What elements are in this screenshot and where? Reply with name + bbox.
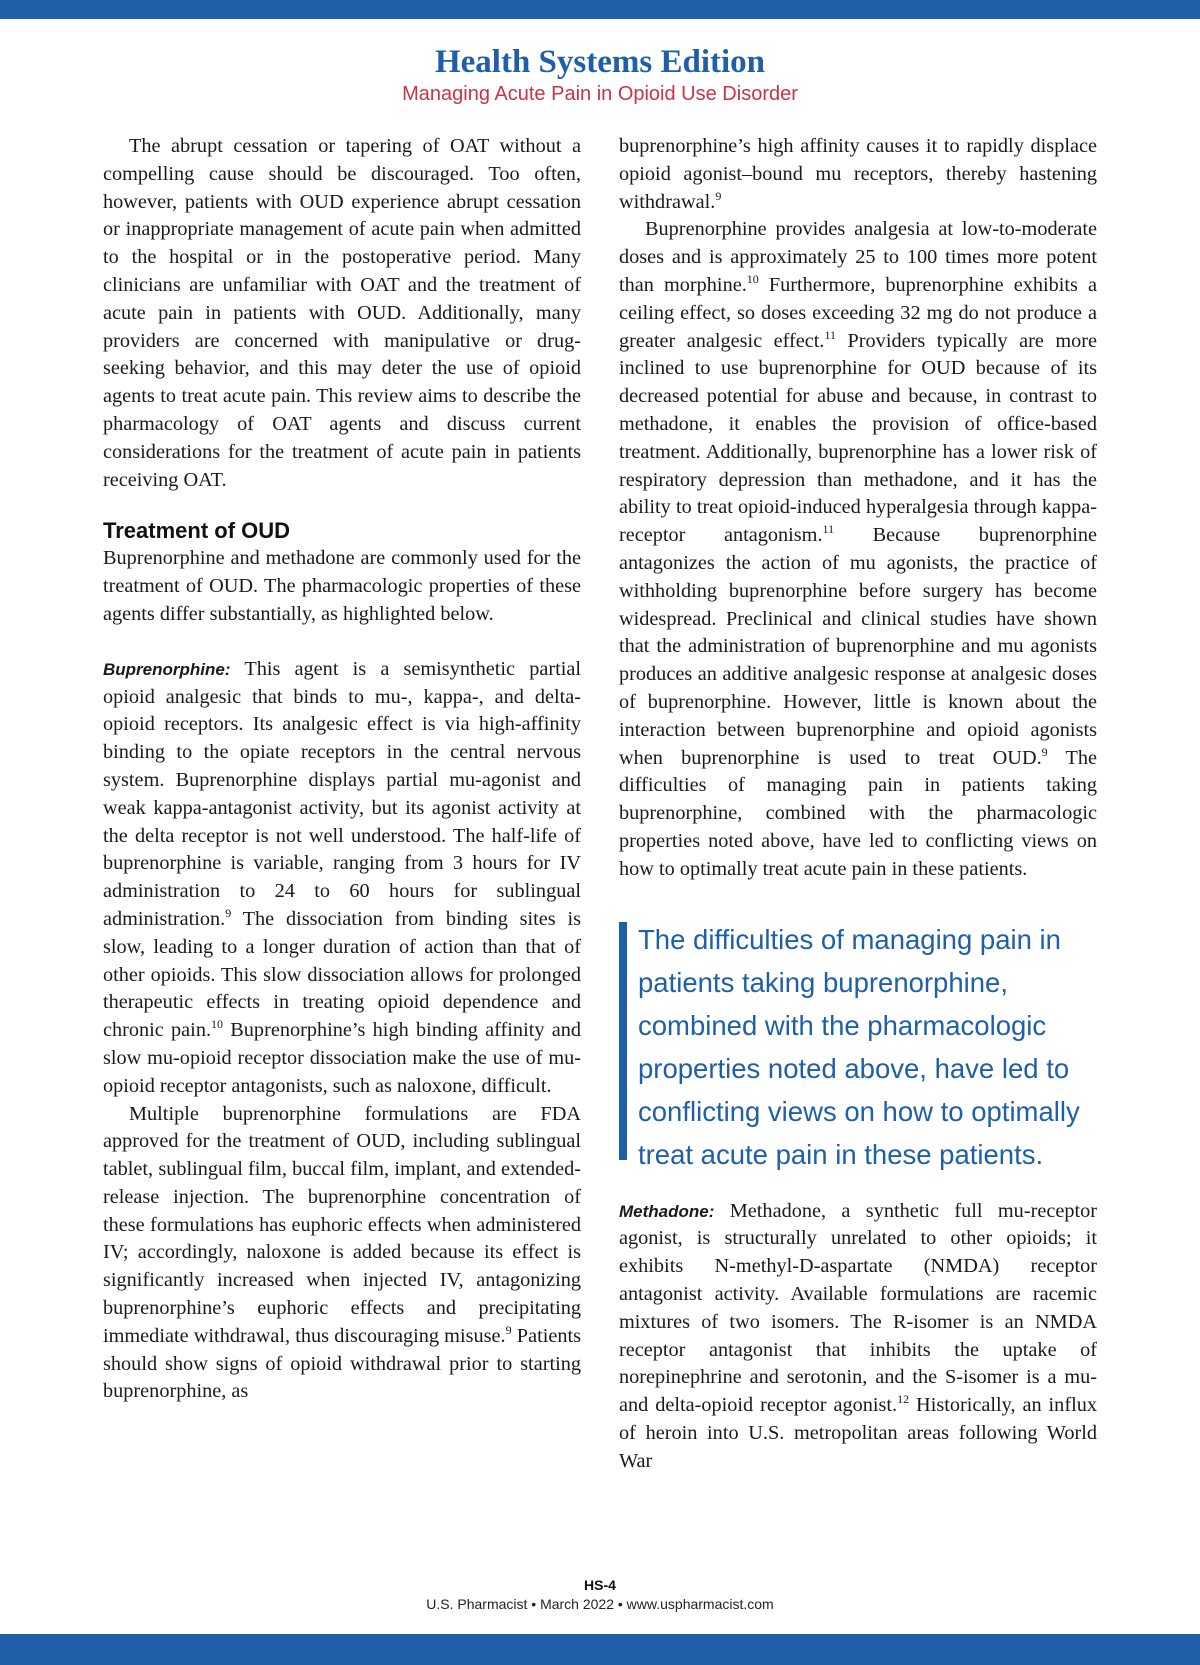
intro-paragraph: The abrupt cessation or tapering of OAT without a compelling cause should be discouraged. Too often, however, patients with OUD experience abrupt cessation or inappropriate management of acute pain when admitted to the hospital or in the postoperative period. Many clinicians are unfamiliar with OAT and the treatment of acute pain in patients with OUD. Additionally, many providers are concerned with manipulative or drug-seeking behavior, and this may deter the use of opioid agents to treat acute pain. This review aims to describe the pharmacology of OAT agents and discuss current considerations for the treatment of acute pain in patients receiving OAT. (103, 135, 581, 491)
potency-paragraph (619, 216, 1097, 883)
buprenorphine-text-a: This agent is a semisynthetic partial opioid analgesic that binds to mu-, kappa-, and delta-opioid receptors. Its analgesic effect is via high-affinity binding to the opiate receptors in the central nervous system. Buprenorphine displays partial mu-agonist and weak kappa-antagonist activity, but its agonist activity at the delta receptor is not well understood. The half-life of buprenorphine is variable, ranging from 3 hours for IV administration to 24 to 60 hours for sublingual administration. (103, 657, 581, 930)
reference-superscript: 11 (822, 522, 835, 537)
pull-quote (619, 918, 1097, 1176)
methadone-label: Methadone: (619, 1201, 715, 1221)
methadone-paragraph (619, 1198, 1097, 1476)
publication-line: U.S. Pharmacist • March 2022 • www.uspharmacist.com (426, 1596, 774, 1612)
page-number: HS-4 (584, 1577, 616, 1593)
right-column (619, 133, 1097, 1475)
reference-superscript: 9 (715, 188, 722, 203)
reference-superscript: 10 (211, 1017, 224, 1032)
potency-text-e: The difficulties of managing pain in patients taking buprenorphine, combined with the pharmacologic properties noted above, have led to conflicting views on how to optimally treat acute pain in these patients. (619, 746, 1097, 880)
section-paragraph: Buprenorphine and methadone are commonly used for the treatment of OUD. The pharmacologic properties of these agents differ substantially, as highlighted below. (103, 547, 581, 625)
formulations-paragraph (103, 1101, 581, 1407)
potency-text-d: Because buprenorphine antagonizes the action of mu agonists, the practice of withholding buprenorphine before surgery has become widespread. Preclinical and clinical studies have shown that the administration of buprenorphine and mu agonists produces an additive analgesic response at analgesic doses of buprenorphine. However, little is known about the interaction between buprenorphine and opioid agonists when buprenorphine is used to treat OUD. (619, 524, 1098, 769)
potency-text-a: Buprenorphine provides analgesia at low-to-moderate doses and is approximately 25 to 100 times more potent than morphine. (619, 218, 1097, 296)
reference-superscript: 12 (897, 1392, 910, 1407)
edition-title: Health Systems Edition (434, 44, 766, 80)
continuation-text: buprenorphine’s high affinity causes it to rapidly displace opioid agonist–bound mu receptors, thereby hastening withdrawal. (619, 135, 1097, 213)
buprenorphine-paragraph (103, 656, 581, 1101)
reference-superscript: 9 (505, 1323, 512, 1338)
reference-superscript: 9 (225, 906, 232, 921)
article-subtitle: Managing Acute Pain in Opioid Use Disorder (402, 83, 798, 105)
page-footer (0, 1576, 1200, 1614)
buprenorphine-text-b: The dissociation from binding sites is slow, leading to a longer duration of action than that of other opioids. This slow dissociation allows for prolonged therapeutic effects in treating opioid dependence and chronic pain. (103, 907, 581, 1042)
reference-superscript: 9 (1041, 744, 1048, 759)
potency-text-b: Furthermore, buprenorphine exhibits a ceiling effect, so doses exceeding 32 mg do not produce a greater analgesic effect. (619, 273, 1097, 352)
continuation-paragraph (619, 133, 1097, 216)
methadone-text-b: Historically, an influx of heroin into U.S. metropolitan areas following World War (619, 1394, 1097, 1472)
left-column (103, 133, 581, 1406)
top-color-bar (0, 0, 1200, 19)
pull-quote-bar (619, 922, 627, 1160)
formulations-text-a: Multiple buprenorphine formulations are FDA approved for the treatment of OUD, including sublingual tablet, sublingual film, buccal film, implant, and extended-release injection. The buprenorphine concentration of these formulations has euphoric effects when administered IV; accordingly, naloxone is added because its effect is significantly increased when injected IV, antagonizing buprenorphine’s euphoric effects and precipitating immediate withdrawal, thus discouraging misuse. (103, 1102, 581, 1347)
methadone-text-a: Methadone, a synthetic full mu-receptor agonist, is structurally unrelated to other opioids; it exhibits N-methyl-D-aspartate (NMDA) receptor antagonist activity. Available formulations are racemic mixtures of two isomers. The R-isomer is an NMDA receptor antagonist that inhibits the uptake of norepinephrine and serotonin, and the S-isomer is a mu- and delta-opioid receptor agonist. (619, 1199, 1098, 1417)
buprenorphine-text-c: Buprenorphine’s high binding affinity and slow mu-opioid receptor dissociation make the use of mu-opioid receptor antagonists, such as naloxone, difficult. (103, 1019, 581, 1097)
potency-text-c: Providers typically are more inclined to use buprenorphine for OUD because of its decreased potential for abuse and because, in contrast to methadone, it enables the provision of office-based treatment. Additionally, buprenorphine has a lower risk of respiratory depression than methadone, and it has the ability to treat opioid-induced hyperalgesia through kappa-receptor antagonism. (619, 329, 1097, 547)
section-heading: Treatment of OUD (103, 518, 291, 544)
formulations-text-b: Patients should show signs of opioid withdrawal prior to starting buprenorphine, as (103, 1324, 582, 1403)
buprenorphine-label: Buprenorphine: (103, 659, 231, 679)
reference-superscript: 10 (746, 272, 759, 287)
page-header (0, 42, 1200, 106)
bottom-color-bar (0, 1634, 1200, 1665)
reference-superscript: 11 (824, 327, 837, 342)
pull-quote-text: The difficulties of managing pain in patients taking buprenorphine, combined with the pharmacologic properties noted above, have led to conflicting views on how to optimally treat acute pain in these patients. (638, 923, 1080, 1170)
